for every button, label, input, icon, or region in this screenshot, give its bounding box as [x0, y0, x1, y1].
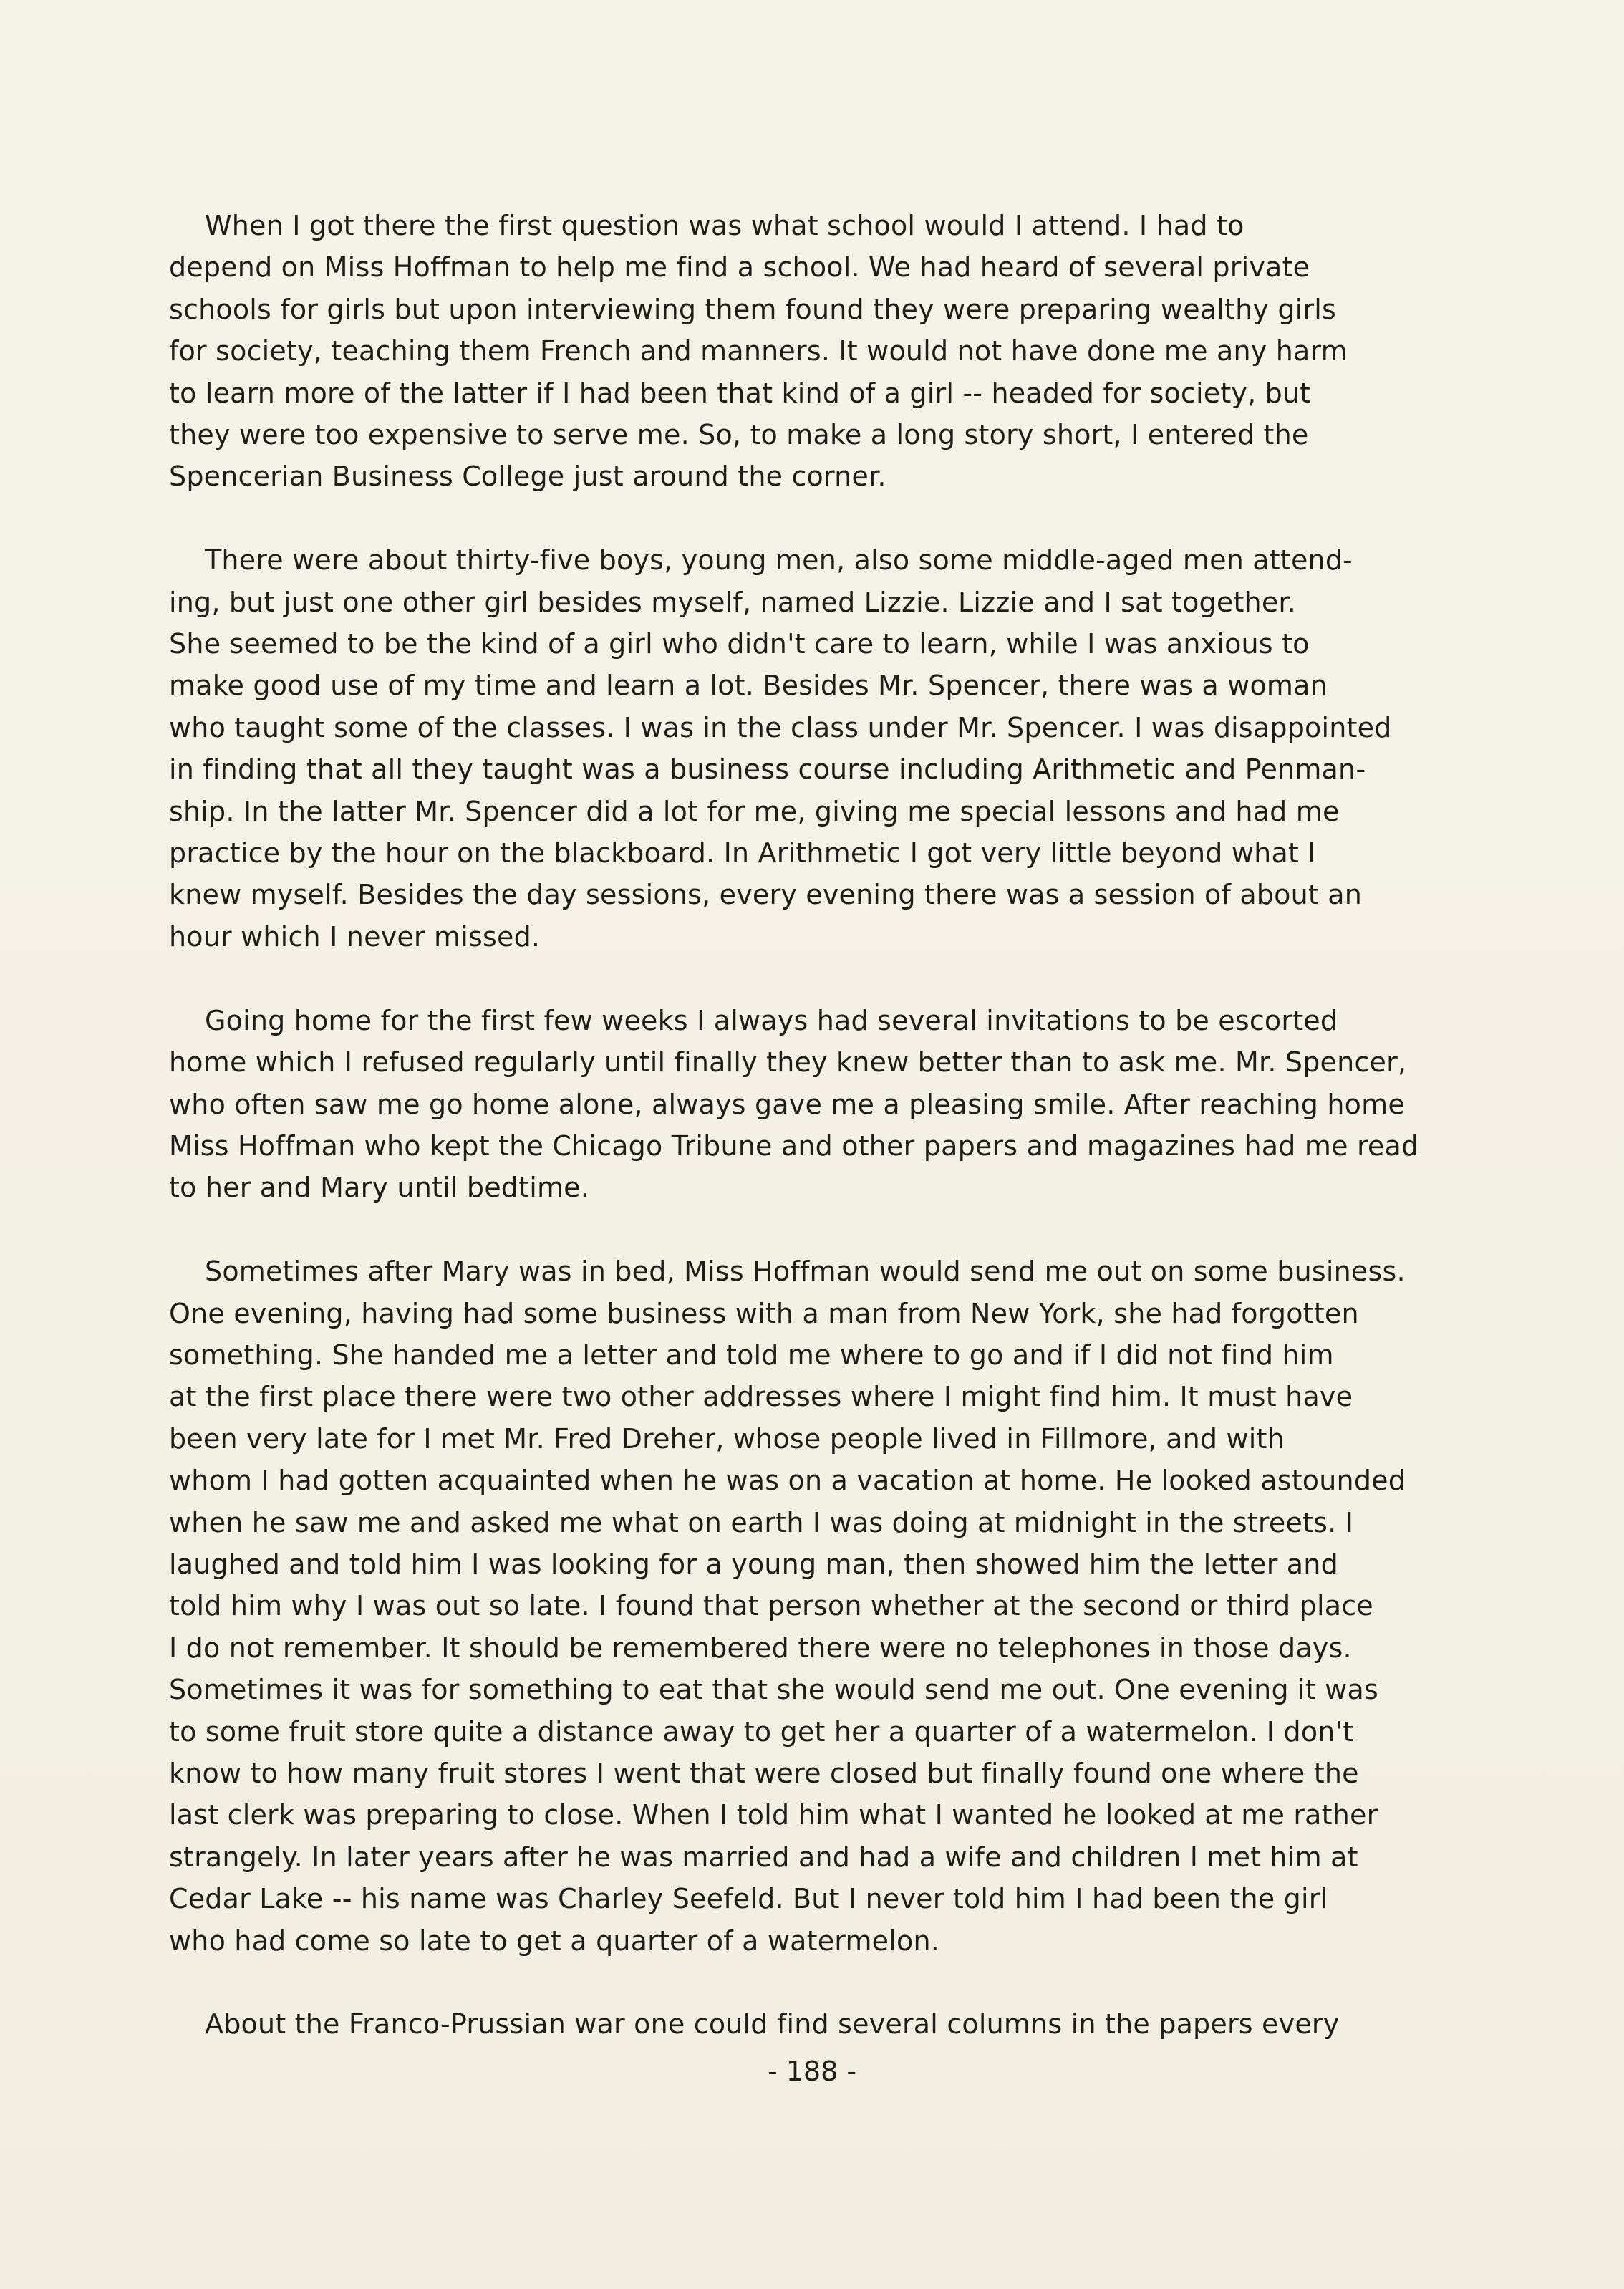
text-line: last clerk was preparing to close. When I told him what I wanted he looked at me rather	[169, 1799, 1378, 1831]
text-line: make good use of my time and learn a lot. Besides Mr. Spencer, there was a woman	[169, 670, 1328, 702]
paragraph-5	[169, 2003, 1587, 2045]
text-line: depend on Miss Hoffman to help me find a school. We had heard of several private	[169, 251, 1310, 284]
text-line: One evening, having had some business with a man from New York, she had forgotten	[169, 1297, 1359, 1329]
text-line: been very late for I met Mr. Fred Dreher, whose people lived in Fillmore, and with	[169, 1422, 1285, 1455]
paragraph-3	[169, 1000, 1587, 1209]
text-line: whom I had gotten acquainted when he was on a vacation at home. He looked astounded	[169, 1465, 1406, 1497]
text-line: who often saw me go home alone, always gave me a pleasing smile. After reaching home	[169, 1088, 1405, 1120]
text-line: Spencerian Business College just around the corner.	[169, 461, 886, 493]
text-line: told him why I was out so late. I found that person whether at the second or third place	[169, 1590, 1373, 1622]
text-line: something. She handed me a letter and told me where to go and if I did not find him	[169, 1339, 1334, 1371]
text-line: to her and Mary until bedtime.	[169, 1172, 590, 1204]
text-line: practice by the hour on the blackboard. In Arithmetic I got very little beyond what I	[169, 837, 1316, 869]
text-line: Miss Hoffman who kept the Chicago Tribune and other papers and magazines had me read	[169, 1129, 1419, 1162]
text-line: in finding that all they taught was a business course including Arithmetic and Penman-	[169, 753, 1366, 786]
text-line: at the first place there were two other addresses where I might find him. It must have	[169, 1381, 1353, 1413]
text-line: for society, teaching them French and manners. It would not have done me any harm	[169, 335, 1348, 367]
text-line: I do not remember. It should be remembered there were no telephones in those days.	[169, 1632, 1352, 1664]
text-line: Sometimes it was for something to eat that she would send me out. One evening it was	[169, 1674, 1378, 1706]
text-line: When I got there the first question was what school would I attend. I had to	[205, 210, 1244, 241]
paragraph-2	[169, 539, 1587, 958]
text-line: home which I refused regularly until finally they knew better than to ask me. Mr. Spencer,	[169, 1046, 1407, 1079]
text-line: who had come so late to get a quarter of a watermelon.	[169, 1924, 940, 1957]
text-line: ing, but just one other girl besides myself, named Lizzie. Lizzie and I sat together.	[169, 586, 1297, 618]
text-line: when he saw me and asked me what on earth I was doing at midnight in the streets. I	[169, 1506, 1354, 1538]
paragraph-4	[169, 1250, 1587, 1962]
text-line: strangely. In later years after he was married and had a wife and children I met him at	[169, 1841, 1358, 1873]
text-line: knew myself. Besides the day sessions, every evening there was a session of about an	[169, 879, 1363, 911]
text-line: they were too expensive to serve me. So, to make a long story short, I entered the	[169, 419, 1309, 451]
text-line: who taught some of the classes. I was in the class under Mr. Spencer. I was disappointed	[169, 711, 1392, 743]
text-line: Cedar Lake -- his name was Charley Seefeld. But I never told him I had been the girl	[169, 1883, 1328, 1915]
text-line: to learn more of the latter if I had been that kind of a girl -- headed for society, but	[169, 377, 1311, 409]
text-line: laughed and told him I was looking for a young man, then showed him the letter and	[169, 1548, 1338, 1580]
text-line: There were about thirty-five boys, young men, also some middle-aged men attend-	[205, 544, 1353, 577]
text-line: hour which I never missed.	[169, 920, 541, 953]
text-line: schools for girls but upon interviewing them found they were preparing wealthy girls	[169, 293, 1337, 325]
text-line: Sometimes after Mary was in bed, Miss Hoffman would send me out on some business.	[205, 1256, 1406, 1288]
text-line: ship. In the latter Mr. Spencer did a lot for me, giving me special lessons and had me	[169, 795, 1340, 827]
paragraph-1	[169, 205, 1587, 498]
text-line: Going home for the first few weeks I always had several invitations to be escorted	[205, 1004, 1338, 1036]
text-line: She seemed to be the kind of a girl who didn't care to learn, while I was anxious to	[169, 628, 1310, 660]
text-line: to some fruit store quite a distance away to get her a quarter of a watermelon. I don't	[169, 1715, 1354, 1748]
text-line: About the Franco-Prussian war one could find several columns in the papers every	[205, 2008, 1340, 2040]
body-text	[169, 205, 1587, 2045]
text-line: know to how many fruit stores I went that were closed but finally found one where the	[169, 1757, 1359, 1789]
page-number: - 188 -	[767, 2056, 857, 2087]
